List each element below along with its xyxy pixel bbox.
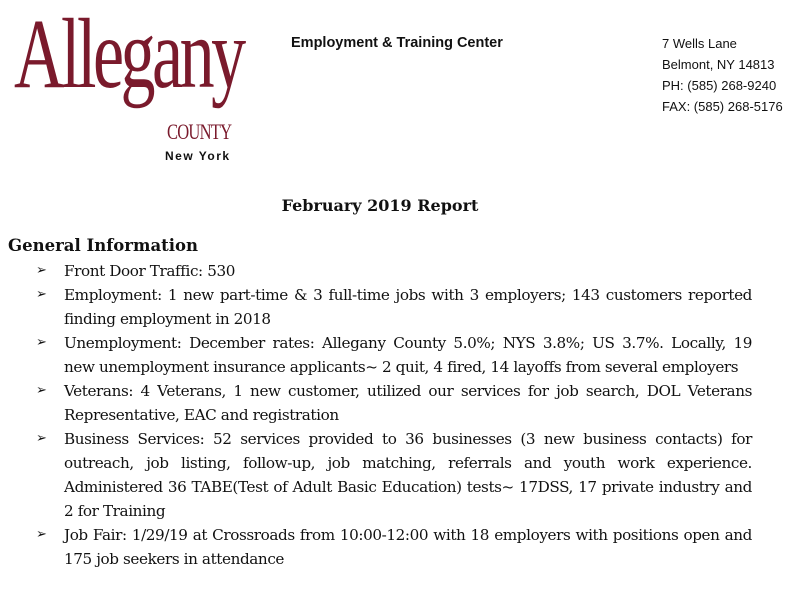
report-title: February 2019 Report	[281, 196, 479, 215]
address-street: 7 Wells Lane	[662, 36, 737, 51]
arrowhead-bullet-icon: ➢	[36, 263, 47, 278]
arrowhead-bullet-icon: ➢	[36, 335, 47, 350]
arrowhead-bullet-icon: ➢	[36, 431, 47, 446]
address-block	[662, 33, 783, 117]
report-list	[0, 259, 752, 571]
list-item: ➢ Veterans: 4 Veterans, 1 new customer, utilized our services for job search, DOL Veterans Representative, EAC and registration	[0, 379, 752, 427]
allegany-county-logo	[14, 0, 284, 164]
list-item: ➢ Employment: 1 new part-time & 3 full-time jobs with 3 employers; 143 customers reported finding employment in 2018	[0, 283, 752, 331]
arrowhead-bullet-icon: ➢	[36, 527, 47, 542]
center-title: Employment & Training Center	[291, 35, 503, 51]
logo-county-text: COUNTY	[167, 119, 232, 144]
list-item: ➢ Unemployment: December rates: Allegany County 5.0%; NYS 3.8%; US 3.7%. Locally, 19 new unemployment insurance applicants~ 2 quit, 4 fired, 14 layoffs from several employers	[0, 331, 752, 379]
address-fax: FAX: (585) 268-5176	[662, 99, 783, 114]
address-city: Belmont, NY 14813	[662, 57, 775, 72]
section-heading: General Information	[8, 236, 199, 255]
arrowhead-bullet-icon: ➢	[36, 287, 47, 302]
address-phone: PH: (585) 268-9240	[662, 78, 777, 93]
arrowhead-bullet-icon: ➢	[36, 383, 47, 398]
logo-main-text: Allegany	[14, 0, 243, 109]
logo-state-text: New York	[165, 149, 231, 163]
list-item: ➢ Job Fair: 1/29/19 at Crossroads from 10:00-12:00 with 18 employers with positions open and 175 job seekers in attendance	[0, 523, 752, 571]
list-item: ➢ Front Door Traffic: 530	[0, 259, 752, 283]
list-item: ➢ Business Services: 52 services provided to 36 businesses (3 new business contacts) for outreach, job listing, follow-up, job matching, referrals and youth work experience. Administered 36 TABE(Test of Adult Basic Education) tests~ 17DSS, 17 private industry and 2 for Training	[0, 427, 752, 523]
